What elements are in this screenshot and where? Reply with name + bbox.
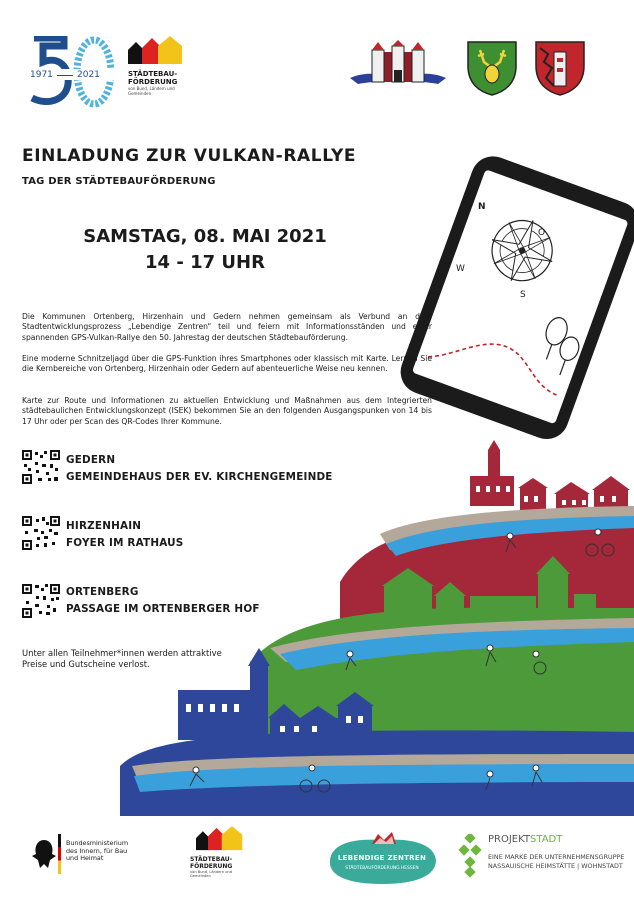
flag-bar (58, 834, 61, 874)
location-hirzenhain-place: FOYER IM RATHAUS (66, 537, 184, 549)
footer-sb-line2: FÖRDERUNG (190, 863, 233, 870)
smartphone-illustration (398, 152, 634, 442)
sb-logo-sub: von Bund, Ländern und Gemeinden (128, 86, 175, 96)
qr-code-hirzenhain[interactable] (22, 516, 60, 550)
location-hirzenhain (66, 518, 184, 552)
projektstadt-name-b: STADT (530, 834, 563, 845)
jubilee-logo (30, 36, 114, 108)
location-ortenberg-place: PASSAGE IM ORTENBERGER HOF (66, 603, 260, 615)
jubilee-start: 1971 (30, 70, 53, 80)
qr-code-ortenberg[interactable] (22, 584, 60, 618)
footer-houses-icon (196, 826, 244, 852)
compass-s: S (520, 290, 526, 300)
jubilee-end: 2021 (77, 70, 100, 80)
federal-eagle-icon (30, 834, 58, 874)
projektstadt-logo (458, 834, 630, 884)
location-gedern-place: GEMEINDEHAUS DER EV. KIRCHENGEMEINDE (66, 471, 333, 483)
ortenberg-coat-of-arms (348, 40, 448, 94)
ministry-line1: Bundesministerium (66, 839, 129, 847)
compass-n: N (478, 202, 486, 212)
ps-line1: EINE MARKE DER UNTERNEHMENSGRUPPE (488, 853, 625, 861)
lebendige-zentren-logo (322, 830, 442, 890)
footer-sb-sub: von Bund, Ländern und Gemeinden (190, 870, 232, 879)
ps-line2: NASSAUISCHE HEIMSTÄTTE | WOHNSTADT (488, 862, 623, 870)
town-hill-illustration (0, 436, 634, 816)
projektstadt-mark-icon (458, 834, 482, 878)
lz-line1: LEBENDIGE ZENTREN (337, 854, 427, 862)
houses-icon (128, 36, 184, 66)
event-time: 14 - 17 UHR (145, 252, 265, 273)
hirzenhain-coat-of-arms (466, 40, 518, 100)
event-title: EINLADUNG ZUR VULKAN-RALLYE (22, 146, 357, 166)
ministry-line3: und Heimat (66, 854, 104, 863)
location-hirzenhain-town: HIRZENHAIN (66, 520, 142, 532)
sb-logo-line2: FÖRDERUNG (128, 78, 178, 86)
qr-code-gedern[interactable] (22, 450, 60, 484)
event-date: SAMSTAG, 08. MAI 2021 (83, 226, 327, 247)
location-gedern-town: GEDERN (66, 454, 116, 466)
sb-logo-line1: STÄDTEBAU- (128, 70, 178, 78)
ministry-logo (30, 834, 150, 874)
gedern-coat-of-arms (532, 40, 588, 100)
rally-paragraph: Eine moderne Schnitzeljagd über die GPS-Funktion ihres Smartphones oder klassisch mit Karte. Lernen Sie die Kernbereiche von Ortenberg, Hirzenhain oder Gedern auf abenteuerliche Weise neu kennen. (22, 354, 432, 374)
compass-o: O (538, 228, 546, 238)
compass-w: W (456, 264, 465, 274)
footer-sb-line1: STÄDTEBAU- (190, 856, 233, 863)
location-ortenberg (66, 584, 260, 618)
raffle-note: Unter allen Teilnehmer*innen werden attraktive Preise und Gutscheine verlost. (22, 648, 222, 669)
ministry-line2: des Innern, für Bau (66, 846, 128, 855)
location-ortenberg-town: ORTENBERG (66, 586, 139, 598)
intro-paragraph: Die Kommunen Ortenberg, Hirzenhain und Gedern nehmen gemeinsam als Verbund an dem Stadtentwicklungsprozess „Lebendige Zentren“ teil und feiern mit Informationsständen und einer spannenden GPS-Vulkan-Rallye den 50. Jahrestag der deutschen Städtebauförderung. (22, 312, 432, 342)
location-gedern (66, 452, 333, 486)
staedtebau-logo (128, 36, 198, 108)
event-subtitle: TAG DER STÄDTEBAUFÖRDERUNG (22, 176, 216, 187)
projektstadt-name (488, 834, 562, 845)
projektstadt-name-a: PROJEKT (488, 834, 531, 845)
jubilee-dash (57, 75, 73, 76)
info-paragraph: Karte zur Route und Informationen zu aktuellen Entwicklung und Maßnahmen aus dem Integrierten städtebaulichen Entwicklungskonzept (ISEK) bekommen Sie an den folgenden Ausgangspunken von 14 bis 17 Uhr oder per Scan des QR-Codes Ihrer Kommune. (22, 396, 432, 426)
footer-staedtebau-logo (190, 826, 260, 890)
lz-line2: STÄDTEBAUFÖRDERUNG HESSEN (345, 866, 419, 871)
ministry-name (66, 840, 128, 863)
